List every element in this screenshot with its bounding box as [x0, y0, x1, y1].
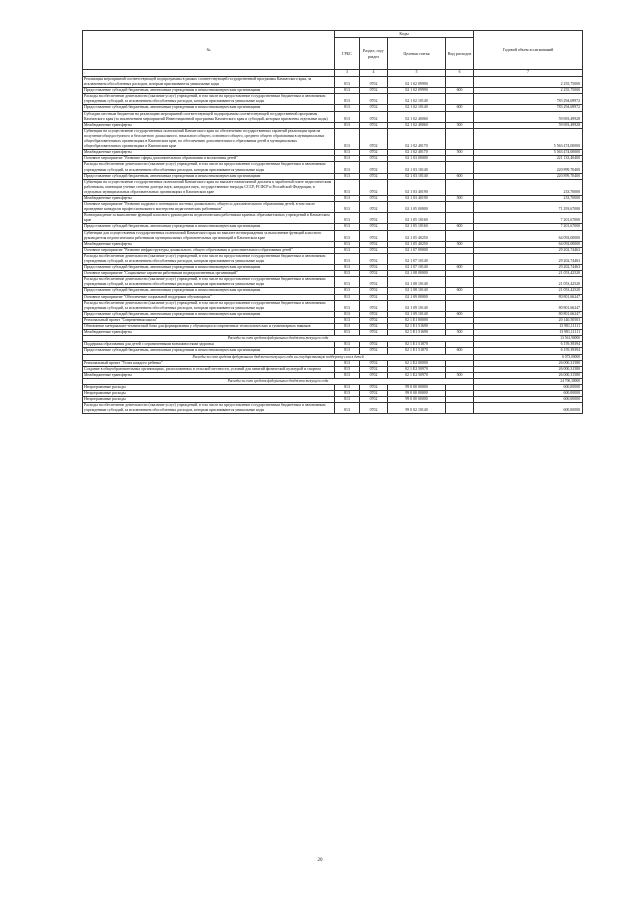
row-sum: 29 202,74463	[474, 265, 583, 271]
row-celevaya-statya: 02 1 09 10140	[388, 311, 446, 317]
table-row	[83, 111, 583, 122]
table-row	[83, 403, 583, 414]
row-grbs: 813	[335, 88, 360, 94]
row-name: Основное мероприятие "Развитие инфраструктуры дошкольного, общего образования и дополнительного образования детей"	[83, 247, 335, 253]
row-razdel: 0702	[360, 230, 388, 241]
row-celevaya-statya: 02 1 09 10140	[388, 300, 446, 311]
row-celevaya-statya: 02 1 E1 00000	[388, 317, 446, 323]
row-name: Субсидии местным бюджетам на реализацию мероприятий соответствующей подпрограммы соответствующей государственной программы Камчатского края (за исключением мероприятий Инвестиционной программы Камчатского края и субсидий, которым присвоены отдельные коды)	[83, 111, 335, 122]
row-sum: 21 053,42520	[474, 271, 583, 277]
row-razdel: 0702	[360, 300, 388, 311]
row-grbs: 813	[335, 311, 360, 317]
row-name: Предоставление субсидий бюджетным, автономным учреждениям и иным некоммерческим организациям	[83, 348, 335, 354]
colnum-3: 3	[335, 70, 360, 77]
row-razdel: 0702	[360, 173, 388, 179]
row-grbs: 813	[335, 348, 360, 354]
row-name: Расходы на обеспечение деятельности (оказание услуг) учреждений, в том числе на предоставление государственным бюджетным и автономным учреждениям субсидий, за исключением обособленных расходов, которым присваиваются уникальные коды	[83, 277, 335, 288]
colnum-4: 4	[360, 70, 388, 77]
table-row	[83, 300, 583, 311]
row-vid-raskhodov	[446, 128, 474, 149]
row-sum: 6 073,00000	[474, 354, 583, 360]
row-razdel: 0702	[360, 213, 388, 224]
row-sum: 80 801,66247	[474, 311, 583, 317]
row-razdel: 0702	[360, 195, 388, 201]
row-grbs: 813	[335, 156, 360, 162]
row-grbs: 813	[335, 288, 360, 294]
row-name: Субвенции на осуществление государственных полномочий Камчатского края по выплате ежемесячной доплаты к заработной плате педагогическим работникам, имеющим ученые степени доктора наук, кандидата наук, государственные награды СССР, РСФСР и Российской Федерации, в отдельных муниципальных образовательных организациях в Камчатском крае	[83, 179, 335, 195]
row-razdel: 0702	[360, 111, 388, 122]
row-celevaya-statya: 02 1 03 00000	[388, 156, 446, 162]
row-grbs: 813	[335, 122, 360, 128]
row-grbs: 813	[335, 247, 360, 253]
row-celevaya-statya: 02 1 02 10140	[388, 94, 446, 105]
row-grbs: 813	[335, 179, 360, 195]
row-grbs: 813	[335, 317, 360, 323]
table-row	[83, 253, 583, 264]
row-sum: 783 294,69972	[474, 94, 583, 105]
row-celevaya-statya: 02 1 03 40190	[388, 195, 446, 201]
row-sum: 220 899,70400	[474, 173, 583, 179]
row-grbs: 813	[335, 195, 360, 201]
row-sum: 2 255,75000	[474, 77, 583, 88]
row-razdel: 0702	[360, 330, 388, 336]
row-celevaya-statya: 02 1 02 10140	[388, 105, 446, 111]
row-sum: 13 981,11111	[474, 330, 583, 336]
row-vid-raskhodov	[446, 230, 474, 241]
row-sum: 20 140,50503	[474, 317, 583, 323]
row-razdel: 0702	[360, 288, 388, 294]
row-grbs: 813	[335, 330, 360, 336]
row-razdel: 0702	[360, 122, 388, 128]
row-vid-raskhodov	[446, 213, 474, 224]
table-row	[83, 202, 583, 213]
row-name: Основное мероприятие "Обеспечение социальной поддержки обучающихся"	[83, 294, 335, 300]
row-name: Вознаграждение за выполнение функций классного руководителя педагогическим работникам краевых образовательных учреждений в Камчатском крае	[83, 213, 335, 224]
row-razdel: 0702	[360, 224, 388, 230]
row-vid-raskhodov	[446, 403, 474, 414]
row-vid-raskhodov: 600	[446, 311, 474, 317]
row-vid-raskhodov: 500	[446, 241, 474, 247]
row-sum: 783 294,69972	[474, 105, 583, 111]
row-name: Межбюджетные трансферты	[83, 195, 335, 201]
row-razdel: 0702	[360, 324, 388, 330]
table-row	[83, 128, 583, 149]
row-celevaya-statya: 99 0 00 00000	[388, 397, 446, 403]
row-name: Предоставление субсидий бюджетным, автономным учреждениям и иным некоммерческим организациям	[83, 265, 335, 271]
row-sum: 6 159,39394	[474, 348, 583, 354]
row-sum: 7 201,67000	[474, 213, 583, 224]
row-razdel: 0702	[360, 271, 388, 277]
row-razdel: 0702	[360, 397, 388, 403]
row-sum: 26 000,31580	[474, 366, 583, 372]
row-grbs: 813	[335, 241, 360, 247]
row-razdel: 0702	[360, 277, 388, 288]
row-name: Предоставление субсидий бюджетным, автономным учреждениям и иным некоммерческим организациям	[83, 224, 335, 230]
header-annual-volume: Годовой объем ассигнований	[474, 31, 583, 70]
row-sum: 221 133,40400	[474, 156, 583, 162]
row-vid-raskhodov: 500	[446, 372, 474, 378]
row-grbs: 813	[335, 265, 360, 271]
row-sum: 220 899,70400	[474, 162, 583, 173]
row-celevaya-statya: 02 1 02 40060	[388, 122, 446, 128]
row-sum: 64 092,00000	[474, 241, 583, 247]
row-sum: 24 700,30000	[474, 378, 583, 384]
colnum-6: 6	[446, 70, 474, 77]
row-grbs: 813	[335, 391, 360, 397]
row-celevaya-statya: 99 0 02 10140	[388, 403, 446, 414]
header-number: №	[83, 31, 335, 70]
row-name: Расходы на обеспечение деятельности (оказание услуг) учреждений, в том числе на предоставление государственным бюджетным и автономным учреждениям субсидий, за исключением обособленных расходов, которым присваиваются уникальные коды	[83, 94, 335, 105]
row-sum: 21 053,42520	[474, 277, 583, 288]
row-celevaya-statya: 02 1 E1 51690	[388, 324, 446, 330]
row-sum: 600,00000	[474, 384, 583, 390]
row-celevaya-statya: 02 1 03 10140	[388, 173, 446, 179]
row-sum: 13 981,11111	[474, 324, 583, 330]
row-celevaya-statya: 02 1 02 40170	[388, 150, 446, 156]
row-razdel: 0702	[360, 247, 388, 253]
row-name: Создание в общеобразовательных организациях, расположенных в сельской местности, условий для занятий физической культурой и спортом	[83, 366, 335, 372]
row-celevaya-statya: 02 1 03 10140	[388, 162, 446, 173]
row-razdel: 0702	[360, 94, 388, 105]
row-name: Межбюджетные трансферты	[83, 241, 335, 247]
row-grbs: 813	[335, 253, 360, 264]
row-grbs: 813	[335, 202, 360, 213]
row-name: Расходы на обеспечение деятельности (оказание услуг) учреждений, в том числе на предоставление государственным бюджетным и автономным учреждениям субсидий, за исключением обособленных расходов, которым присваиваются уникальные коды	[83, 300, 335, 311]
budget-appendix-sheet	[82, 30, 582, 414]
table-row	[83, 277, 583, 288]
row-sum: 64 092,00000	[474, 230, 583, 241]
row-vid-raskhodov	[446, 179, 474, 195]
row-name: Основное мероприятие "Развитие сферы дополнительного образования и воспитания детей"	[83, 156, 335, 162]
row-grbs: 813	[335, 397, 360, 403]
table-row	[83, 230, 583, 241]
row-razdel: 0702	[360, 88, 388, 94]
row-razdel: 0702	[360, 342, 388, 348]
row-vid-raskhodov: 500	[446, 150, 474, 156]
row-razdel: 0702	[360, 156, 388, 162]
row-name: Непрограммные расходы	[83, 397, 335, 403]
row-razdel: 0702	[360, 317, 388, 323]
row-sum: 26 000,31580	[474, 360, 583, 366]
colnum-1: .	[83, 70, 335, 77]
row-name: Предоставление субсидий бюджетным, автономным учреждениям и иным некоммерческим организациям	[83, 105, 335, 111]
row-celevaya-statya: 02 1 05 40250	[388, 230, 446, 241]
row-razdel: 0702	[360, 253, 388, 264]
row-sum: 59 693,49928	[474, 122, 583, 128]
row-name: Межбюджетные трансферты	[83, 122, 335, 128]
row-razdel: 0702	[360, 348, 388, 354]
row-grbs: 813	[335, 342, 360, 348]
row-name: Предоставление субсидий бюджетным, автономным учреждениям и иным некоммерческим организациям	[83, 88, 335, 94]
row-vid-raskhodov	[446, 202, 474, 213]
row-grbs: 813	[335, 150, 360, 156]
row-vid-raskhodov: 600	[446, 224, 474, 230]
row-vid-raskhodov: 500	[446, 195, 474, 201]
row-vid-raskhodov: 600	[446, 265, 474, 271]
row-name: Реализация мероприятий соответствующей подпрограммы в рамках соответствующей государственной программы Камчатского края, за исключением обособленных расходов, которым присваиваются уникальные коды	[83, 77, 335, 88]
row-celevaya-statya: 99 0 00 00000	[388, 391, 446, 397]
row-grbs: 813	[335, 384, 360, 390]
row-name: Межбюджетные трансферты	[83, 330, 335, 336]
row-vid-raskhodov: 500	[446, 122, 474, 128]
row-name: Непрограммные расходы	[83, 384, 335, 390]
row-razdel: 0702	[360, 372, 388, 378]
row-celevaya-statya: 02 1 02 09990	[388, 77, 446, 88]
row-vid-raskhodov	[446, 300, 474, 311]
row-name: Предоставление субсидий бюджетным, автономным учреждениям и иным некоммерческим организациям	[83, 288, 335, 294]
row-grbs: 813	[335, 366, 360, 372]
colnum-7: 7	[474, 70, 583, 77]
row-grbs: 813	[335, 271, 360, 277]
row-celevaya-statya: 02 1 E1 51870	[388, 348, 446, 354]
row-vid-raskhodov	[446, 277, 474, 288]
row-grbs: 813	[335, 300, 360, 311]
row-celevaya-statya: 02 1 08 00000	[388, 271, 446, 277]
header-vid-raskhodov: Вид расходов	[446, 38, 474, 70]
row-razdel: 0702	[360, 77, 388, 88]
header-celevaya-statya: Целевая статья	[388, 38, 446, 70]
row-razdel: 0702	[360, 202, 388, 213]
row-sum: 29 202,74463	[474, 247, 583, 253]
row-celevaya-statya: 02 1 08 10140	[388, 277, 446, 288]
row-sum: 71 293,67000	[474, 202, 583, 213]
row-name: Расходы на обеспечение деятельности (оказание услуг) учреждений, в том числе на предоставление государственным бюджетным и автономным учреждениям субсидий, за исключением обособленных расходов, которым присваиваются уникальные коды	[83, 403, 335, 414]
row-razdel: 0702	[360, 105, 388, 111]
row-sum: 29 202,74463	[474, 253, 583, 264]
row-razdel: 0702	[360, 179, 388, 195]
row-grbs: 813	[335, 213, 360, 224]
row-grbs: 813	[335, 173, 360, 179]
row-grbs: 813	[335, 105, 360, 111]
row-sum: 5 563 474,00000	[474, 150, 583, 156]
row-celevaya-statya: 02 1 09 00000	[388, 294, 446, 300]
row-sum: 13 561,90000	[474, 336, 583, 342]
row-name: Субвенции на осуществление государственных полномочий Камчатского края по обеспечению государственных гарантий реализации прав на получение общедоступного и бесплатного дошкольного, начального общего, основного общего, среднего общего образования в муниципальных общеобразовательных организациях в Камчатском крае, по обеспечению дополнительного образования детей в муниципальных общеобразовательных организациях в Камчатском крае	[83, 128, 335, 149]
row-celevaya-statya: 02 1 E2 50970	[388, 372, 446, 378]
row-razdel: 0702	[360, 311, 388, 317]
row-celevaya-statya: 02 1 02 40170	[388, 128, 446, 149]
row-celevaya-statya: 02 1 07 10140	[388, 253, 446, 264]
row-note-text: Расходы за счет средств федерального бюджета текущего года	[83, 336, 474, 342]
table-row	[83, 179, 583, 195]
row-grbs: 813	[335, 162, 360, 173]
row-celevaya-statya: 02 1 07 00000	[388, 247, 446, 253]
row-grbs: 813	[335, 230, 360, 241]
row-vid-raskhodov: 600	[446, 288, 474, 294]
row-vid-raskhodov: 600	[446, 173, 474, 179]
colnum-5: 5	[388, 70, 446, 77]
row-razdel: 0702	[360, 241, 388, 247]
row-sum: 21 053,42520	[474, 288, 583, 294]
header-codes-group: Коды	[335, 31, 474, 38]
row-grbs: 813	[335, 324, 360, 330]
row-celevaya-statya: 02 1 02 40060	[388, 111, 446, 122]
row-razdel: 0702	[360, 391, 388, 397]
row-celevaya-statya: 02 1 05 10160	[388, 213, 446, 224]
row-vid-raskhodov: 600	[446, 105, 474, 111]
row-vid-raskhodov: 600	[446, 88, 474, 94]
row-grbs: 813	[335, 277, 360, 288]
row-sum: 26 000,31580	[474, 372, 583, 378]
row-razdel: 0702	[360, 366, 388, 372]
page-number: 20	[317, 858, 323, 863]
row-grbs: 813	[335, 403, 360, 414]
row-name: Расходы на обеспечение деятельности (оказание услуг) учреждений, в том числе на предоставление государственным бюджетным и автономным учреждениям субсидий, за исключением обособленных расходов, которым присваиваются уникальные коды	[83, 162, 335, 173]
row-name: Предоставление субсидий бюджетным, автономным учреждениям и иным некоммерческим организациям	[83, 311, 335, 317]
table-row	[83, 213, 583, 224]
row-razdel: 0702	[360, 265, 388, 271]
row-sum: 6 159,39394	[474, 342, 583, 348]
row-sum: 233,70000	[474, 179, 583, 195]
row-sum: 233,70000	[474, 195, 583, 201]
row-name: Межбюджетные трансферты	[83, 372, 335, 378]
row-celevaya-statya: 02 1 03 40190	[388, 179, 446, 195]
row-vid-raskhodov	[446, 77, 474, 88]
row-name: Региональный проект "Современная школа"	[83, 317, 335, 323]
row-name: Непрограммные расходы	[83, 391, 335, 397]
row-sum: 600,00000	[474, 397, 583, 403]
row-sum: 80 801,66247	[474, 294, 583, 300]
row-grbs: 813	[335, 128, 360, 149]
row-razdel: 0702	[360, 150, 388, 156]
row-celevaya-statya: 02 1 E1 51690	[388, 330, 446, 336]
row-vid-raskhodov: 500	[446, 330, 474, 336]
row-razdel: 0702	[360, 294, 388, 300]
row-celevaya-statya: 02 1 07 10140	[388, 265, 446, 271]
row-celevaya-statya: 02 1 05 40250	[388, 241, 446, 247]
row-name: Основное мероприятие "Социальные гарантии работникам подведомственных организаций"	[83, 271, 335, 277]
row-celevaya-statya: 02 1 E2 50970	[388, 366, 446, 372]
row-name: Обновление материально-технической базы для формирования у обучающихся современных технологических и гуманитарных навыков	[83, 324, 335, 330]
row-razdel: 0702	[360, 128, 388, 149]
row-celevaya-statya: 02 1 02 09990	[388, 88, 446, 94]
row-sum: 59 693,49928	[474, 111, 583, 122]
row-celevaya-statya: 02 1 08 10140	[388, 288, 446, 294]
row-grbs: 813	[335, 94, 360, 105]
row-grbs: 813	[335, 111, 360, 122]
row-razdel: 0702	[360, 360, 388, 366]
row-sum: 7 201,67000	[474, 224, 583, 230]
row-grbs: 813	[335, 77, 360, 88]
table-row	[83, 77, 583, 88]
table-row	[83, 94, 583, 105]
row-vid-raskhodov: 600	[446, 348, 474, 354]
row-grbs: 813	[335, 294, 360, 300]
row-vid-raskhodov	[446, 94, 474, 105]
row-sum: 600,00000	[474, 391, 583, 397]
row-vid-raskhodov	[446, 111, 474, 122]
row-sum: 2 255,75000	[474, 88, 583, 94]
row-sum: 80 801,66247	[474, 300, 583, 311]
row-name: Основное мероприятие "Развитие кадрового потенциала системы дошкольного, общего и дополнительного образования детей, в том числе проведение конкурсов профессионального мастерства педагогических работников"	[83, 202, 335, 213]
row-note-text: Расходы за счет средств федерального бюджета текущего года	[83, 378, 474, 384]
row-grbs: 813	[335, 224, 360, 230]
row-razdel: 0702	[360, 403, 388, 414]
row-name: Субвенции для осуществления государственных полномочий Камчатского края по выплате вознаграждения за выполнение функций классного руководителя педагогическим работникам муниципальных образовательных организаций в Камчатском крае	[83, 230, 335, 241]
row-grbs: 813	[335, 360, 360, 366]
header-razdel: Раздел, под-раздел	[360, 38, 388, 70]
row-sum: 5 563 474,00000	[474, 128, 583, 149]
row-vid-raskhodov	[446, 253, 474, 264]
row-name: Межбюджетные трансферты	[83, 150, 335, 156]
row-celevaya-statya: 02 1 E2 00000	[388, 360, 446, 366]
row-celevaya-statya: 02 1 05 00000	[388, 202, 446, 213]
row-sum: 600,00000	[474, 403, 583, 414]
row-name: Расходы на обеспечение деятельности (оказание услуг) учреждений, в том числе на предоставление государственным бюджетным и автономным учреждениям субсидий, за исключением обособленных расходов, которым присваиваются уникальные коды	[83, 253, 335, 264]
header-grbs: ГРБС	[335, 38, 360, 70]
budget-table	[82, 30, 583, 414]
row-celevaya-statya: 02 1 05 10160	[388, 224, 446, 230]
row-vid-raskhodov	[446, 162, 474, 173]
table-row	[83, 162, 583, 173]
row-celevaya-statya: 99 0 00 00000	[388, 384, 446, 390]
row-note-text: Расходы за счет средств федерального бюджета текущего года на государственную поддержку села в детей	[83, 354, 474, 360]
row-celevaya-statya: 02 1 E1 51870	[388, 342, 446, 348]
row-name: Региональный проект "Успех каждого ребенка"	[83, 360, 335, 366]
row-grbs: 813	[335, 372, 360, 378]
table-body	[83, 77, 583, 414]
row-razdel: 0702	[360, 384, 388, 390]
row-razdel: 0702	[360, 162, 388, 173]
row-name: Поддержка образования для детей с ограниченными возможностями здоровья	[83, 342, 335, 348]
row-name: Предоставление субсидий бюджетным, автономным учреждениям и иным некоммерческим организациям	[83, 173, 335, 179]
